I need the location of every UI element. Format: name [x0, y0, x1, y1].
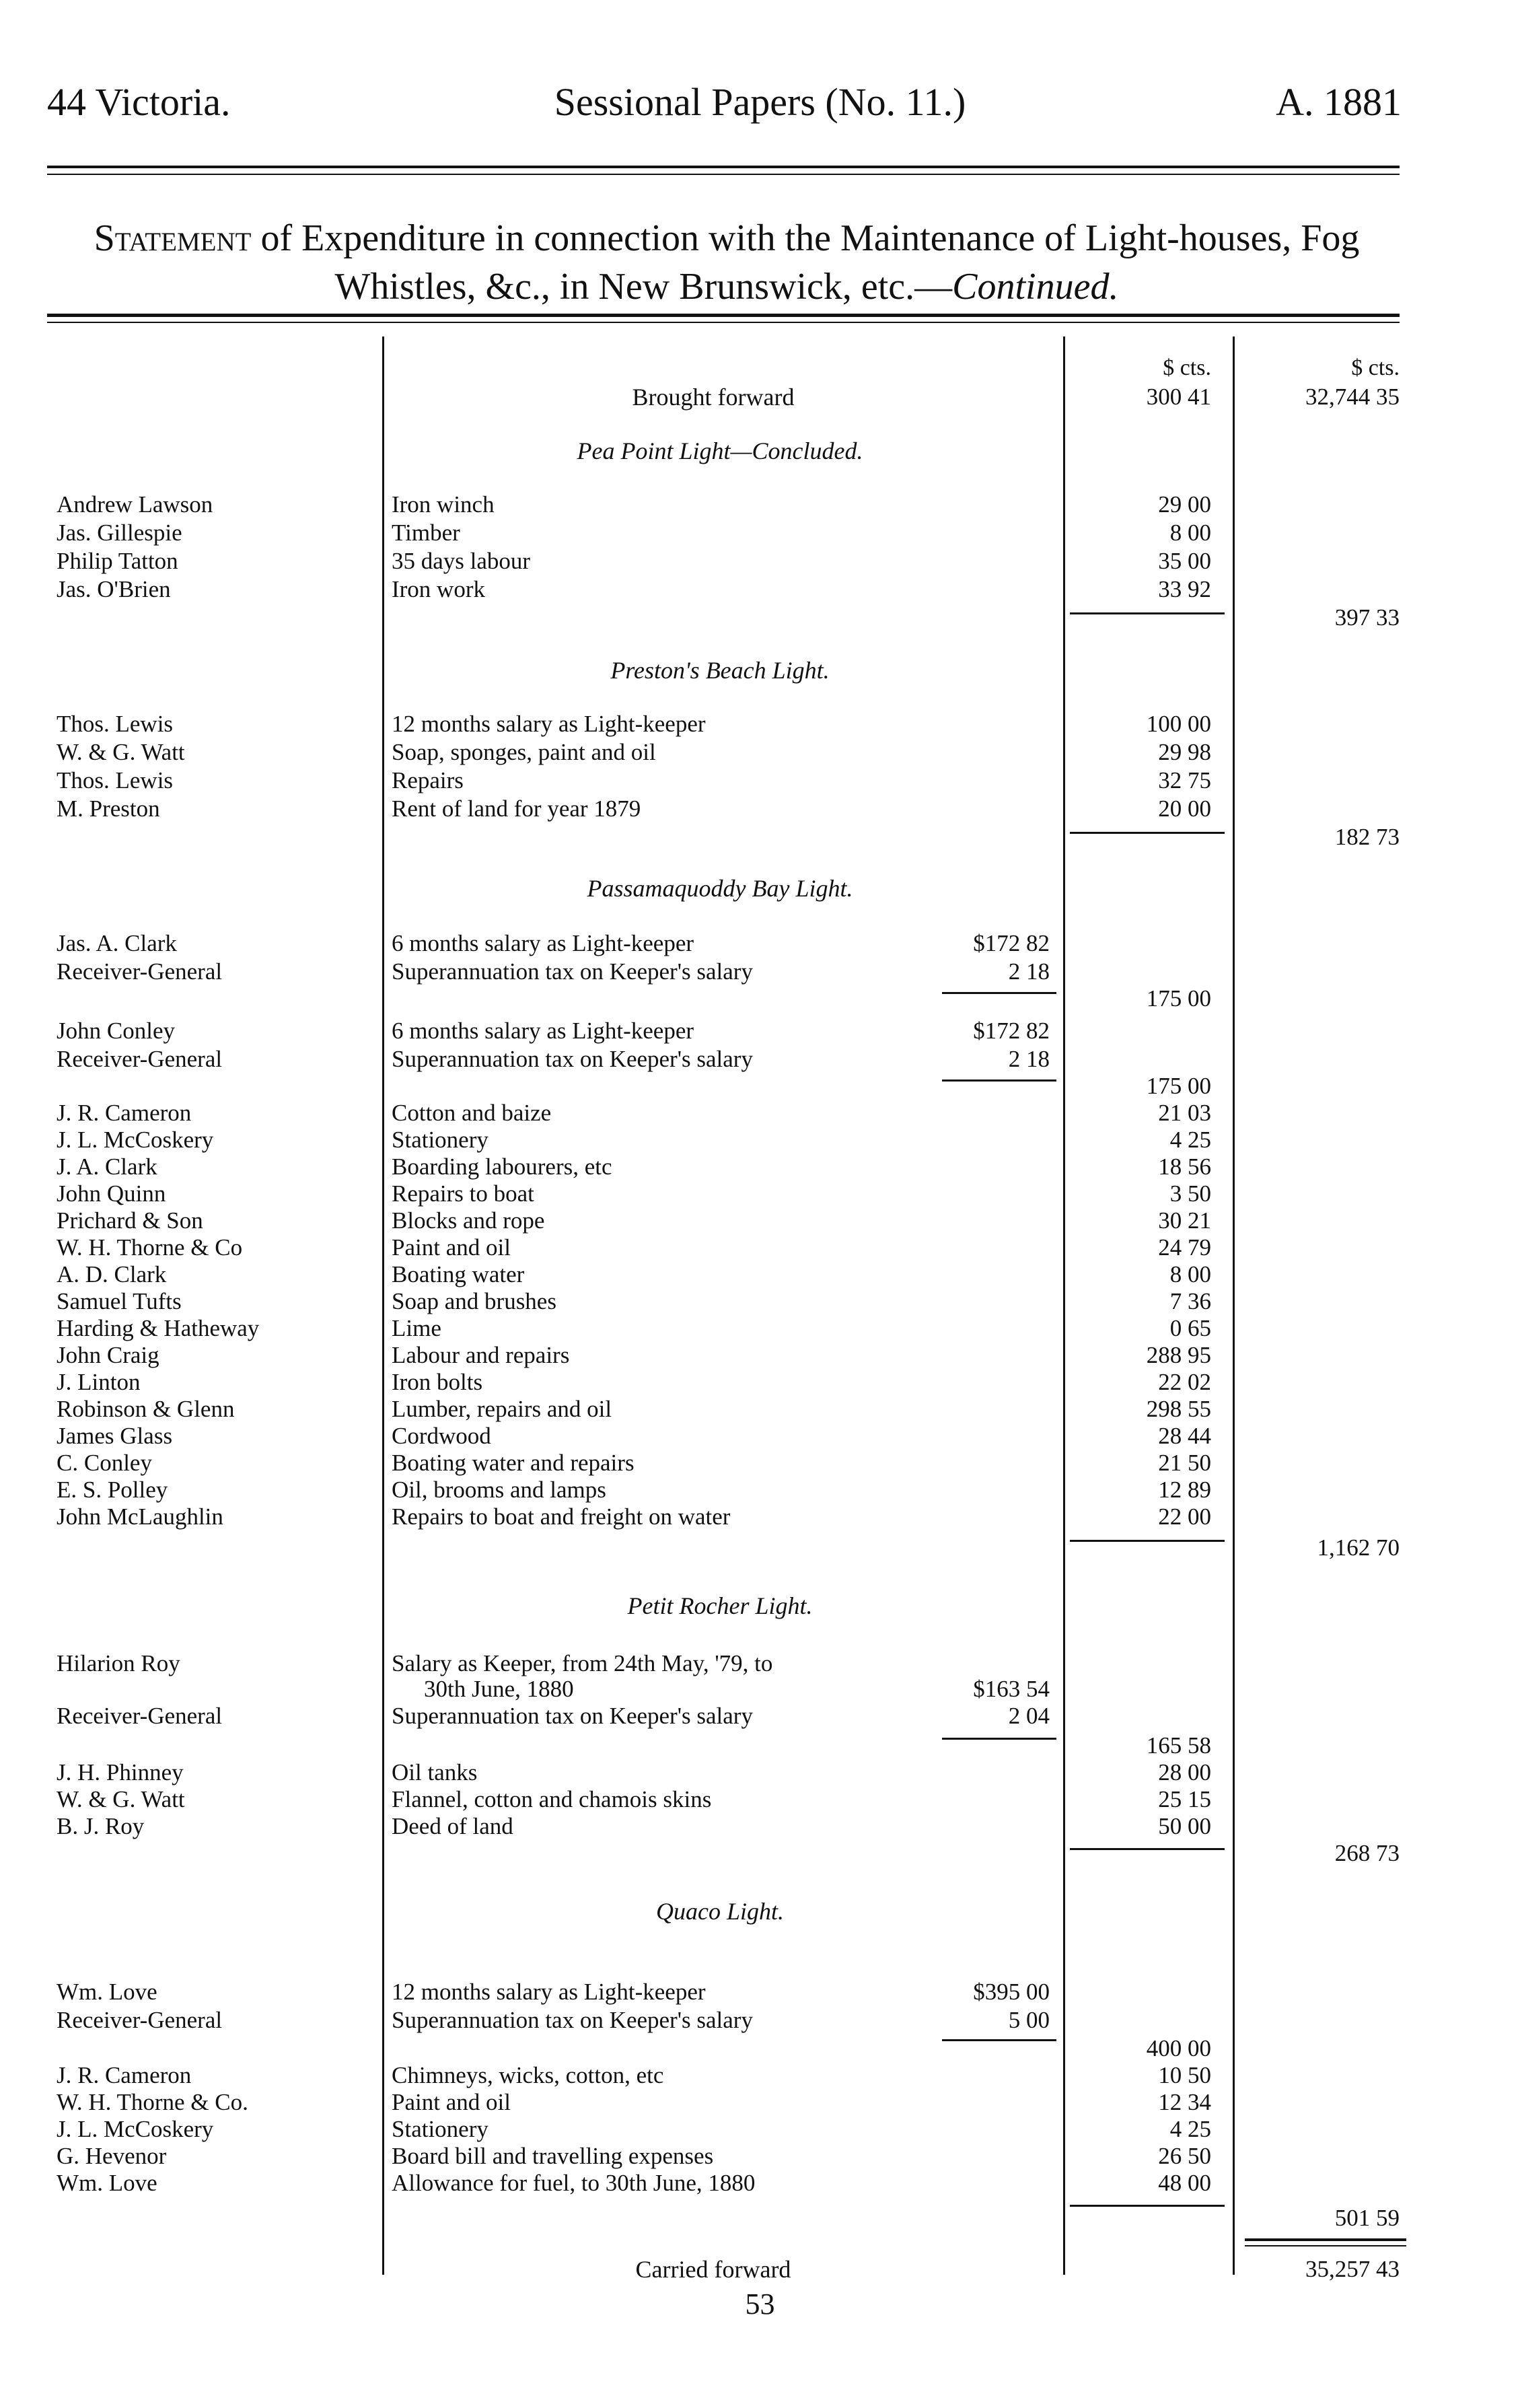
carried-forward-right: 35,257 43 [1305, 2256, 1400, 2282]
amount: 48 00 [1158, 2170, 1211, 2196]
payee: J. R. Cameron [57, 2062, 192, 2088]
description: Stationery [392, 1127, 488, 1153]
amount: 33 92 [1158, 576, 1211, 602]
amount: 35 00 [1158, 548, 1211, 574]
amount: 21 50 [1158, 1450, 1211, 1476]
payee: J. R. Cameron [57, 1100, 192, 1126]
header-year: A. 1881 [1276, 80, 1402, 124]
table-row [0, 2007, 1520, 2034]
group-total: 175 00 [1146, 985, 1211, 1012]
table-row [0, 491, 1520, 518]
table-row [0, 2062, 1520, 2089]
description: Repairs [392, 767, 464, 793]
section-total-row [0, 604, 1520, 631]
table-row [0, 1046, 1520, 1073]
payee: Thos. Lewis [57, 767, 174, 793]
payee: Samuel Tufts [57, 1288, 182, 1314]
inner-amount: 2 18 [929, 958, 1050, 985]
amount: 298 55 [1146, 1396, 1211, 1422]
section-heading-row [0, 1898, 1520, 1925]
payee: Receiver-General [57, 1046, 223, 1072]
payee: G. Hevenor [57, 2143, 167, 2169]
table-row [0, 1396, 1520, 1423]
inner-amount: 5 00 [929, 2007, 1050, 2034]
group-total-row [0, 985, 1520, 1012]
amount: 29 98 [1158, 739, 1211, 765]
inner-amount: 2 18 [929, 1046, 1050, 1073]
description: Cotton and baize [392, 1100, 552, 1126]
amount: 4 25 [1169, 2116, 1211, 2142]
table-row [0, 1650, 1520, 1677]
table-row [0, 1288, 1520, 1315]
table-row [0, 1503, 1520, 1530]
payee: C. Conley [57, 1450, 152, 1476]
inner-amount: $172 82 [929, 1018, 1050, 1044]
table-row [0, 767, 1520, 794]
payee: James Glass [57, 1423, 173, 1449]
header-rule-bottom [47, 174, 1400, 175]
table-row [0, 1180, 1520, 1207]
payee: W. H. Thorne & Co. [57, 2089, 248, 2115]
payee: Receiver-General [57, 958, 223, 985]
section-heading-row [0, 657, 1520, 684]
description: Lime [392, 1315, 441, 1341]
amount: 50 00 [1158, 1813, 1211, 1839]
description: Boating water [392, 1261, 525, 1287]
table-row [0, 1018, 1520, 1044]
amount: 7 36 [1169, 1288, 1211, 1314]
inner-amount: $163 54 [929, 1676, 1050, 1703]
table-row [0, 1759, 1520, 1786]
payee: J. H. Phinney [57, 1759, 184, 1785]
amount: 25 15 [1158, 1786, 1211, 1812]
description: Allowance for fuel, to 30th June, 1880 [392, 2170, 756, 2196]
table-row [0, 1813, 1520, 1840]
amount: 8 00 [1169, 520, 1211, 546]
section-title-prestons-beach: Preston's Beach Light. [610, 657, 830, 684]
brought-forward-row [0, 384, 1520, 411]
description: Cordwood [392, 1423, 491, 1449]
payee: Wm. Love [57, 1979, 157, 2005]
section-total-quaco: 501 59 [1334, 2205, 1400, 2231]
carried-forward-label: Carried forward [635, 2256, 791, 2283]
section-total-pea-point: 397 33 [1334, 604, 1400, 631]
amount: 8 00 [1169, 1261, 1211, 1287]
payee: Robinson & Glenn [57, 1396, 235, 1422]
section-total-row [0, 1534, 1520, 1561]
table-row [0, 958, 1520, 985]
payee: J. L. McCoskery [57, 1127, 214, 1153]
amount: 288 95 [1146, 1342, 1211, 1368]
table-row [0, 1369, 1520, 1396]
header-session: 44 Victoria. [47, 80, 231, 124]
payee: W. & G. Watt [57, 1786, 185, 1812]
table-row [0, 2116, 1520, 2143]
amount: 30 21 [1158, 1207, 1211, 1234]
payee: J. L. McCoskery [57, 2116, 214, 2142]
table-row [0, 930, 1520, 957]
description: Boarding labourers, etc [392, 1154, 612, 1180]
description: Iron winch [392, 491, 495, 518]
amount: 20 00 [1158, 795, 1211, 822]
table-row [0, 795, 1520, 822]
payee: Wm. Love [57, 2170, 157, 2196]
table-row [0, 576, 1520, 603]
right-column-head: $ cts. [1351, 355, 1400, 380]
total-double-rule-lower [1245, 2245, 1406, 2246]
payee: John Craig [57, 1342, 159, 1368]
table-row [0, 2170, 1520, 2197]
amount: 100 00 [1146, 711, 1211, 737]
payee: Prichard & Son [57, 1207, 203, 1234]
section-title-petit-rocher: Petit Rocher Light. [627, 1592, 813, 1619]
payee: Philip Tatton [57, 548, 178, 574]
total-double-rule [1245, 2238, 1406, 2241]
brought-forward-mid: 300 41 [1146, 384, 1211, 410]
header-rule-top [47, 166, 1400, 168]
inner-amount: 2 04 [929, 1703, 1050, 1730]
section-total-passamaquoddy: 1,162 70 [1317, 1534, 1400, 1561]
group-total-row [0, 1732, 1520, 1759]
description: Lumber, repairs and oil [392, 1396, 612, 1422]
amount: 32 75 [1158, 767, 1211, 793]
description: Oil, brooms and lamps [392, 1477, 606, 1503]
description: Salary as Keeper, from 24th May, '79, to [392, 1650, 773, 1676]
header-papers: Sessional Papers (No. 11.) [554, 80, 966, 124]
amount: 4 25 [1169, 1127, 1211, 1153]
table-row [0, 1786, 1520, 1813]
amount: 24 79 [1158, 1234, 1211, 1261]
description: Rent of land for year 1879 [392, 795, 641, 822]
table-row [0, 1154, 1520, 1180]
amount: 0 65 [1169, 1315, 1211, 1341]
table-row [0, 1342, 1520, 1369]
description: Flannel, cotton and chamois skins [392, 1786, 712, 1812]
mid-column-head: $ cts. [1163, 355, 1211, 380]
payee: B. J. Roy [57, 1813, 145, 1839]
description: Repairs to boat [392, 1180, 534, 1207]
amount: 10 50 [1158, 2062, 1211, 2088]
description: Superannuation tax on Keeper's salary [392, 1703, 753, 1729]
title-continued: Continued. [952, 266, 1119, 308]
description: Stationery [392, 2116, 488, 2142]
group-total-row [0, 2035, 1520, 2062]
description: Repairs to boat and freight on water [392, 1503, 731, 1530]
amount: 22 02 [1158, 1369, 1211, 1395]
section-title-quaco: Quaco Light. [655, 1898, 784, 1925]
table-row [0, 1234, 1520, 1261]
description: 6 months salary as Light-keeper [392, 1018, 694, 1044]
table-row [0, 520, 1520, 546]
table-row [0, 1979, 1520, 2006]
payee: A. D. Clark [57, 1261, 167, 1287]
inner-amount: $172 82 [929, 930, 1050, 957]
description: Board bill and travelling expenses [392, 2143, 714, 2169]
amount: 29 00 [1158, 491, 1211, 518]
section-title-passamaquoddy: Passamaquoddy Bay Light. [587, 875, 853, 902]
section-total-petit-rocher: 268 73 [1334, 1840, 1400, 1866]
title-rule-bottom [47, 322, 1400, 323]
brought-forward-label: Brought forward [632, 384, 795, 411]
payee: Receiver-General [57, 2007, 223, 2033]
description: Superannuation tax on Keeper's salary [392, 1046, 753, 1072]
table-row [0, 711, 1520, 738]
section-heading-row [0, 1592, 1520, 1619]
inner-amount: $395 00 [929, 1979, 1050, 2006]
amount: 3 50 [1169, 1180, 1211, 1207]
amount: 12 34 [1158, 2089, 1211, 2115]
description: 12 months salary as Light-keeper [392, 1979, 706, 2005]
statement-title [47, 214, 1406, 311]
section-title-pea-point: Pea Point Light—Concluded. [577, 437, 863, 464]
section-total-row [0, 1840, 1520, 1867]
payee: Andrew Lawson [57, 491, 213, 518]
section-total-row [0, 2205, 1520, 2232]
table-row [0, 1207, 1520, 1234]
payee: Jas. Gillespie [57, 520, 182, 546]
section-heading-row [0, 875, 1520, 902]
group-total: 400 00 [1146, 2035, 1211, 2061]
payee: Jas. O'Brien [57, 576, 171, 602]
description: Labour and repairs [392, 1342, 570, 1368]
description: Deed of land [392, 1813, 513, 1839]
section-total-row [0, 824, 1520, 851]
payee: J. Linton [57, 1369, 141, 1395]
payee: E. S. Polley [57, 1477, 168, 1503]
table-row [0, 1315, 1520, 1342]
table-row [0, 2089, 1520, 2116]
payee: John McLaughlin [57, 1503, 223, 1530]
payee: John Quinn [57, 1180, 166, 1207]
description: Timber [392, 520, 460, 546]
description: Soap, sponges, paint and oil [392, 739, 656, 765]
payee: W. H. Thorne & Co [57, 1234, 243, 1261]
payee: W. & G. Watt [57, 739, 185, 765]
description: Chimneys, wicks, cotton, etc [392, 2062, 664, 2088]
amount: 18 56 [1158, 1154, 1211, 1180]
table-row [0, 739, 1520, 766]
description: Iron work [392, 576, 485, 602]
payee: John Conley [57, 1018, 175, 1044]
table-row [0, 548, 1520, 575]
group-total: 175 00 [1146, 1073, 1211, 1099]
table-row [0, 1423, 1520, 1450]
description: Superannuation tax on Keeper's salary [392, 2007, 753, 2033]
description: Paint and oil [392, 2089, 511, 2115]
amount: 26 50 [1158, 2143, 1211, 2169]
amount: 21 03 [1158, 1100, 1211, 1126]
payee: M. Preston [57, 795, 160, 822]
group-total-row [0, 1073, 1520, 1100]
payee: Receiver-General [57, 1703, 223, 1729]
title-text: of Expenditure in connection with the Maintenance of Light-houses, Fog Whistles, &c., in New Brunswick, etc.— [260, 217, 1360, 308]
payee: J. A. Clark [57, 1154, 157, 1180]
title-lead: Statement [94, 217, 252, 259]
description: Blocks and rope [392, 1207, 545, 1234]
description: Superannuation tax on Keeper's salary [392, 958, 753, 985]
table-row [0, 1127, 1520, 1154]
description: Soap and brushes [392, 1288, 556, 1314]
amount: 28 00 [1158, 1759, 1211, 1785]
description: Paint and oil [392, 1234, 511, 1261]
amount: 22 00 [1158, 1503, 1211, 1530]
brought-forward-right: 32,744 35 [1305, 384, 1400, 410]
amount: 28 44 [1158, 1423, 1211, 1449]
table-row [0, 1676, 1520, 1703]
description: Boating water and repairs [392, 1450, 635, 1476]
description: 35 days labour [392, 548, 531, 574]
page-number: 53 [745, 2288, 775, 2321]
table-row [0, 1450, 1520, 1477]
carried-forward-row [0, 2256, 1520, 2283]
section-heading-row [0, 437, 1520, 464]
table-row [0, 1261, 1520, 1288]
payee: Thos. Lewis [57, 711, 174, 737]
table-row [0, 1477, 1520, 1503]
title-rule-top [47, 314, 1400, 317]
description: Iron bolts [392, 1369, 483, 1395]
payee: Jas. A. Clark [57, 930, 177, 956]
description: Oil tanks [392, 1759, 478, 1785]
section-total-prestons-beach: 182 73 [1334, 824, 1400, 850]
payee: Harding & Hatheway [57, 1315, 260, 1341]
table-row [0, 1100, 1520, 1127]
table-row [0, 2143, 1520, 2170]
group-total: 165 58 [1146, 1732, 1211, 1759]
amount: 12 89 [1158, 1477, 1211, 1503]
description: 6 months salary as Light-keeper [392, 930, 694, 956]
description-continued: 30th June, 1880 [424, 1676, 574, 1702]
description: 12 months salary as Light-keeper [392, 711, 706, 737]
payee: Hilarion Roy [57, 1650, 180, 1676]
table-row [0, 1703, 1520, 1730]
